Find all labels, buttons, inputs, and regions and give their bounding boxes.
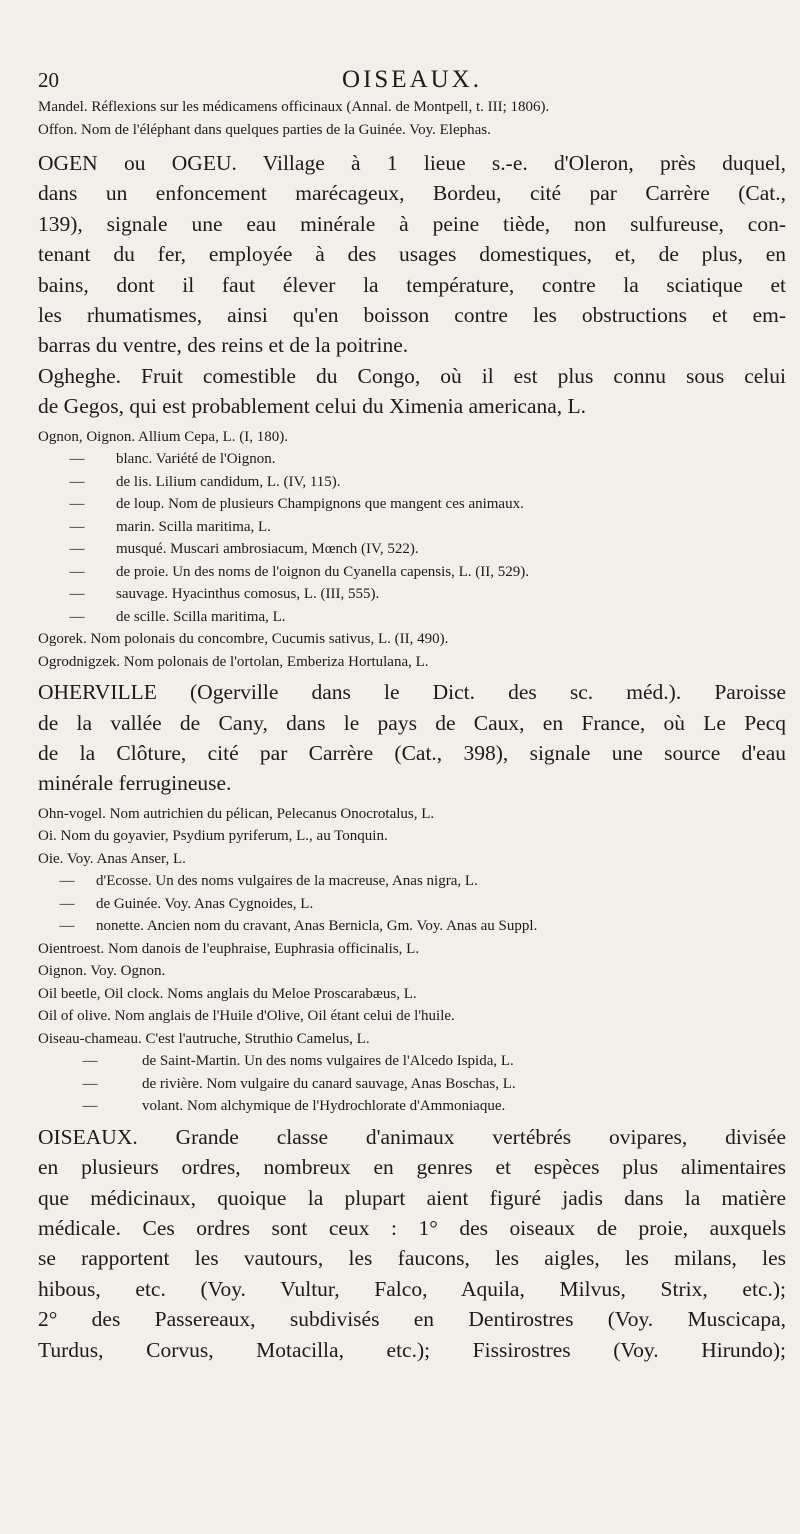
- entry-oi: Oi. Nom du goyavier, Psydium pyriferum, L., au Tonquin.: [38, 828, 388, 845]
- text-line: hibous, etc. (Voy. Vultur, Falco, Aquila, Milvus, Strix, etc.);: [38, 1276, 786, 1301]
- text-line: minérale ferrugineuse.: [38, 771, 232, 796]
- entry-oientroest: Oientroest. Nom danois de l'euphraise, Euphrasia officinalis, L.: [38, 940, 420, 957]
- entry-oie: Oie. Voy. Anas Anser, L.: [38, 850, 186, 867]
- text-line: de la Clôture, cité par Carrère (Cat., 398), signale une source d'eau: [38, 740, 786, 765]
- entry-offon: Offon. Nom de l'éléphant dans quelques parties de la Guinée. Voy. Elephas.: [38, 121, 491, 138]
- text-line: OISEAUX. Grande classe d'animaux vertébrés ovipares, divisée: [38, 1124, 786, 1149]
- sub-entry: — d'Ecosse. Un des noms vulgaires de la macreuse, Anas nigra, L.: [59, 873, 478, 890]
- text-line: bains, dont il faut élever la température, contre la sciatique et: [38, 272, 786, 297]
- entry-ogorek: Ogorek. Nom polonais du concombre, Cucumis sativus, L. (II, 490).: [38, 631, 449, 648]
- sub-entry: — de rivière. Nom vulgaire du canard sauvage, Anas Boschas, L.: [82, 1075, 516, 1092]
- entry-ogheghe: [38, 361, 786, 422]
- sub-entry: — de Guinée. Voy. Anas Cygnoides, L.: [59, 895, 314, 912]
- text-line: se rapportent les vautours, les faucons, les aigles, les milans, les: [38, 1246, 786, 1271]
- text-line: OHERVILLE (Ogerville dans le Dict. des sc. méd.). Paroisse: [38, 680, 786, 705]
- text-line: que médicinaux, quoique la plupart aient figuré jadis dans la matière: [38, 1185, 786, 1210]
- text-line: dans un enfoncement marécageux, Bordeu, cité par Carrère (Cat.,: [38, 181, 786, 206]
- text-line: en plusieurs ordres, nombreux en genres et espèces plus alimentaires: [38, 1155, 786, 1180]
- text-line: Ognon, Oignon. Allium Cepa, L. (I, 180).: [38, 428, 288, 445]
- text-line: 139), signale une eau minérale à peine tiède, non sulfureuse, con-: [38, 211, 786, 236]
- sub-entry: — de Saint-Martin. Un des noms vulgaires de l'Alcedo Ispida, L.: [82, 1053, 514, 1070]
- entry-oil-of-olive: Oil of olive. Nom anglais de l'Huile d'Olive, Oil étant celui de l'huile.: [38, 1008, 455, 1025]
- entry-mandel: Mandel. Réflexions sur les médicamens officinaux (Annal. de Montpell, t. III; 1806).: [38, 99, 550, 115]
- text-line: les rhumatismes, ainsi qu'en boisson contre les obstructions et em-: [38, 303, 786, 328]
- sub-entry: — volant. Nom alchymique de l'Hydrochlorate d'Ammoniaque.: [82, 1098, 506, 1115]
- text-line: OGEN ou OGEU. Village à 1 lieue s.-e. d'Oleron, près duquel,: [38, 151, 786, 175]
- sub-entry: — de proie. Un des noms de l'oignon du Cyanella capensis, L. (II, 529).: [69, 563, 530, 580]
- running-title: OISEAUX.: [342, 66, 482, 93]
- entry-oherville: [38, 677, 786, 799]
- text-line: Turdus, Corvus, Motacilla, etc.); Fissirostres (Voy. Hirundo);: [38, 1337, 786, 1362]
- entry-oil-beetle: Oil beetle, Oil clock. Noms anglais du Meloe Proscarabæus, L.: [38, 985, 417, 1002]
- entry-ogrodnigzek: Ogrodnigzek. Nom polonais de l'ortolan, Emberiza Hortulana, L.: [38, 653, 429, 670]
- sub-entry: — nonette. Ancien nom du cravant, Anas Bernicla, Gm. Voy. Anas au Suppl.: [59, 918, 538, 935]
- text-line: médicale. Ces ordres sont ceux : 1° des oiseaux de proie, auxquels: [38, 1216, 786, 1240]
- entry-oignon: Oignon. Voy. Ognon.: [38, 963, 166, 980]
- sub-entry: — de lis. Lilium candidum, L. (IV, 115).: [69, 473, 341, 490]
- entry-oiseaux: [38, 1122, 786, 1365]
- text-line: 2° des Passereaux, subdivisés en Dentirostres (Voy. Muscicapa,: [38, 1307, 786, 1332]
- entry-ohn-vogel: Ohn-vogel. Nom autrichien du pélican, Pelecanus Onocrotalus, L.: [38, 805, 435, 822]
- entry-ogen: [38, 148, 786, 361]
- page-number: 20: [38, 68, 59, 92]
- page-header: [38, 62, 786, 96]
- entry-oiseau-chameau: Oiseau-chameau. C'est l'autruche, Struthio Camelus, L.: [38, 1030, 370, 1047]
- text-line: tenant du fer, employée à des usages domestiques, et, de plus, en: [38, 242, 786, 267]
- sub-entry: — musqué. Muscari ambrosiacum, Mœnch (IV, 522).: [69, 541, 419, 558]
- sub-entry: — de loup. Nom de plusieurs Champignons que mangent ces animaux.: [69, 496, 524, 513]
- text-line: de la vallée de Cany, dans le pays de Caux, en France, où Le Pecq: [38, 710, 786, 735]
- sub-entry: — marin. Scilla maritima, L.: [69, 518, 271, 535]
- sub-entry: — blanc. Variété de l'Oignon.: [69, 451, 276, 468]
- text-line: de Gegos, qui est probablement celui du Ximenia americana, L.: [38, 394, 587, 419]
- sub-entry: — de scille. Scilla maritima, L.: [69, 608, 286, 625]
- text-line: Ogheghe. Fruit comestible du Congo, où il est plus connu sous celui: [38, 363, 786, 388]
- text-line: barras du ventre, des reins et de la poitrine.: [38, 333, 409, 358]
- sub-entry: — sauvage. Hyacinthus comosus, L. (III, 555).: [69, 586, 380, 603]
- entry-ognon: [38, 426, 786, 629]
